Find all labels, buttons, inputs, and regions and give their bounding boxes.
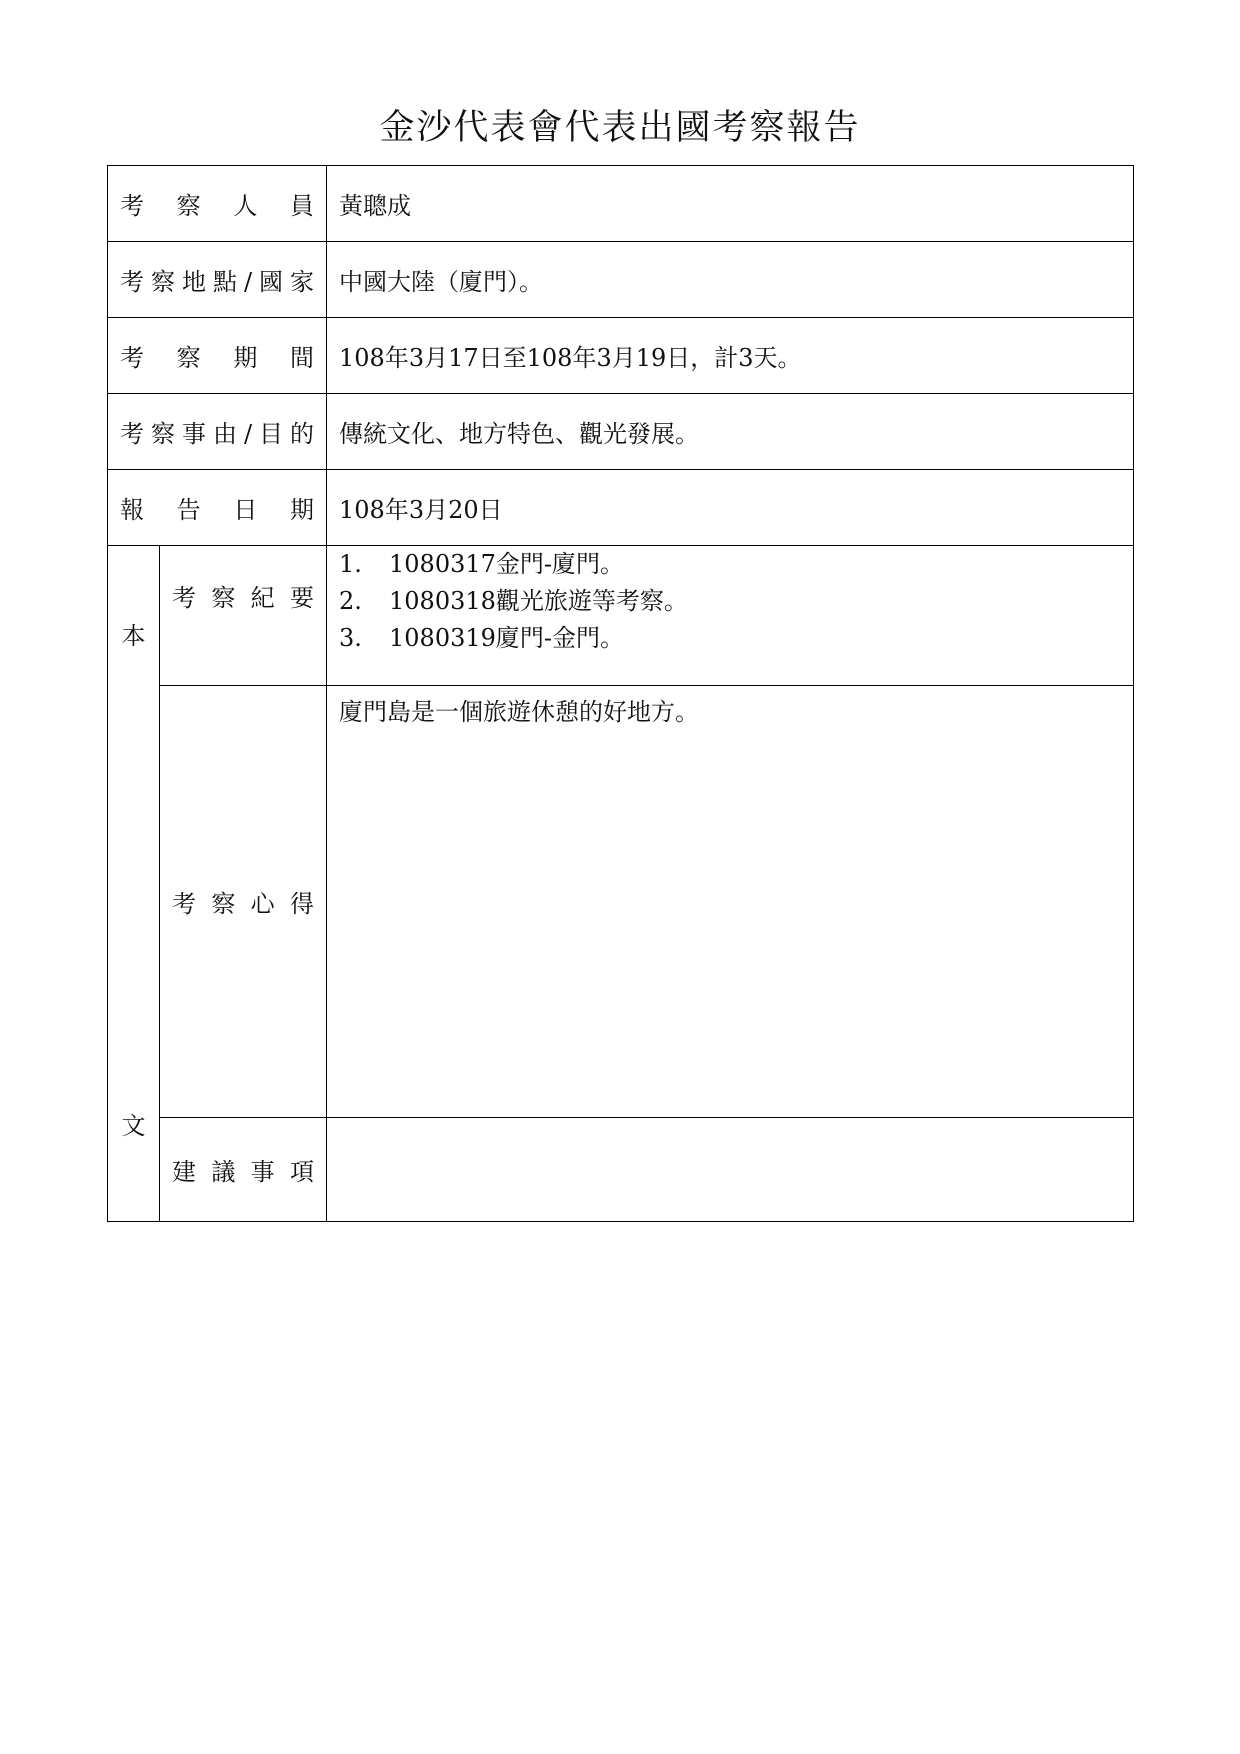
purpose-label: 考察事由/目的 <box>108 394 327 470</box>
summary-value <box>327 546 1134 686</box>
side-label-bottom: 文 <box>121 1112 146 1140</box>
row-reflection <box>108 686 1134 1118</box>
location-value: 中國大陸（廈門）。 <box>327 242 1134 318</box>
row-purpose <box>108 394 1134 470</box>
side-label-top: 本 <box>121 622 146 650</box>
suggestions-label: 建 議 事 項 <box>160 1117 327 1221</box>
document-title: 金沙代表會代表出國考察報告 <box>379 108 861 148</box>
purpose-value: 傳統文化、地方特色、觀光發展。 <box>327 394 1134 470</box>
row-report-date <box>108 470 1134 546</box>
row-location <box>108 242 1134 318</box>
body-side-label <box>108 546 160 1222</box>
row-period <box>108 318 1134 394</box>
list-item: 3. 1080319廈門-金門。 <box>339 624 625 652</box>
list-item: 2. 1080318觀光旅遊等考察。 <box>339 587 688 615</box>
row-inspector <box>108 166 1134 242</box>
period-value: 108年3月17日至108年3月19日，計3天。 <box>327 318 1134 394</box>
reflection-label: 考 察 心 得 <box>160 686 327 1118</box>
report-date-label: 報 告 日 期 <box>108 470 327 546</box>
report-date-value: 108年3月20日 <box>327 470 1134 546</box>
report-table <box>107 165 1134 1222</box>
summary-label: 考 察 紀 要 <box>160 546 327 686</box>
reflection-value: 廈門島是一個旅遊休憩的好地方。 <box>327 686 1134 1118</box>
inspector-value: 黃聰成 <box>327 166 1134 242</box>
location-label: 考察地點/國家 <box>108 242 327 318</box>
inspector-label: 考 察 人 員 <box>108 166 327 242</box>
row-summary <box>108 546 1134 686</box>
summary-list <box>339 546 1121 657</box>
suggestions-value <box>327 1117 1134 1221</box>
list-item: 1. 1080317金門-廈門。 <box>339 550 625 578</box>
period-label: 考 察 期 間 <box>108 318 327 394</box>
row-suggestions <box>108 1117 1134 1221</box>
